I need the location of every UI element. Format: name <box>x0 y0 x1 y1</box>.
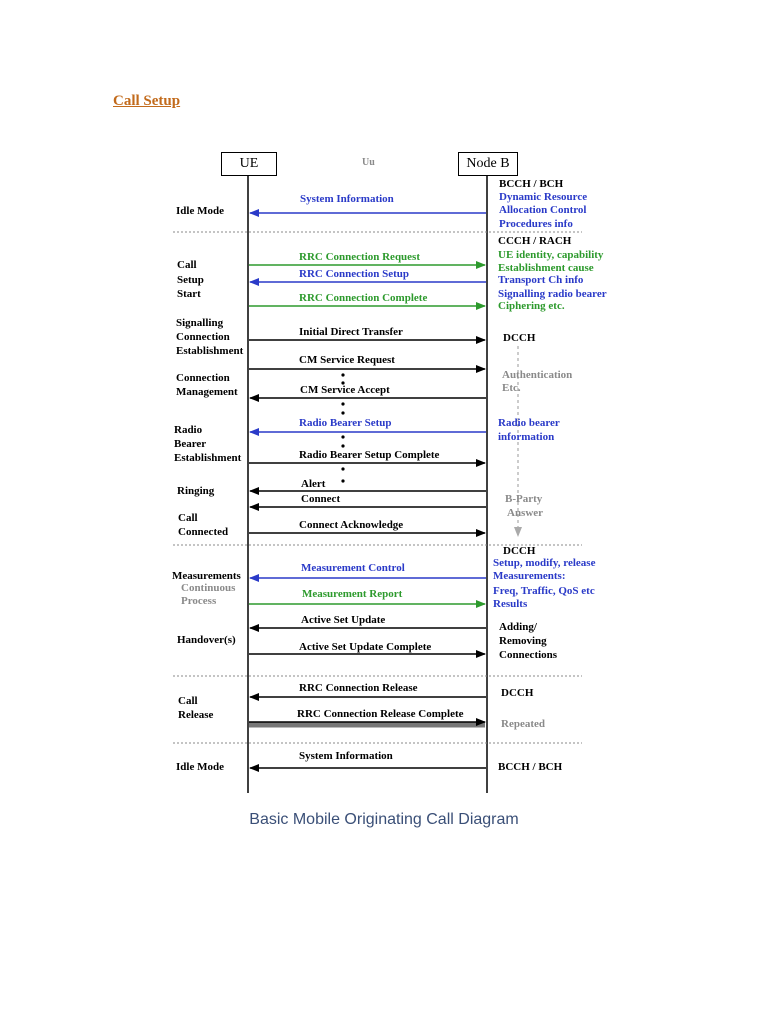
note-dynamic-resource-2: Allocation Control <box>499 204 587 216</box>
note-measurements-1: Measurements: <box>493 570 566 582</box>
note-radio-bearer-info-1: Radio bearer <box>498 417 560 429</box>
msg-rrc-connection-setup: RRC Connection Setup <box>299 268 410 280</box>
msg-rrc-connection-release: RRC Connection Release <box>299 682 418 694</box>
note-ccch-rach: CCCH / RACH <box>498 235 572 247</box>
node-b-entity-box: Node B <box>458 152 518 176</box>
phase-measurements: Measurements <box>172 570 241 582</box>
note-transport-ch: Transport Ch info <box>498 274 584 286</box>
dot <box>341 402 344 405</box>
msg-measurement-control: Measurement Control <box>301 562 405 574</box>
msg-initial-direct-transfer: Initial Direct Transfer <box>299 326 403 338</box>
note-adding-1: Adding/ <box>499 621 537 633</box>
msg-system-information-1: System Information <box>300 193 394 205</box>
interface-label: Uu <box>362 157 375 168</box>
phase-radio-bearer-1: Radio <box>174 424 203 436</box>
diagram-caption: Basic Mobile Originating Call Diagram <box>249 811 519 828</box>
phase-call-release-1: Call <box>178 695 198 707</box>
dot <box>341 444 344 447</box>
note-radio-bearer-info-2: information <box>498 431 555 443</box>
note-ue-identity-2: Establishment cause <box>498 262 594 274</box>
note-adding-2: Removing <box>499 635 547 647</box>
dot <box>341 435 344 438</box>
phase-call-connected-2: Connected <box>178 526 229 538</box>
msg-rrc-connection-complete: RRC Connection Complete <box>299 292 428 304</box>
phase-call-connected-1: Call <box>178 512 198 524</box>
msg-connect: Connect <box>301 493 341 505</box>
phase-signalling-2: Connection <box>176 331 230 343</box>
phase-radio-bearer-3: Establishment <box>174 452 242 464</box>
phase-handover: Handover(s) <box>177 634 236 646</box>
msg-active-set-update: Active Set Update <box>301 614 386 626</box>
phase-call-setup-start-1: Call <box>177 259 197 271</box>
phase-continuous-2: Process <box>181 595 217 607</box>
note-authentication-1: Authentication <box>502 369 573 381</box>
msg-cm-service-accept: CM Service Accept <box>300 384 390 396</box>
note-measurements-2: Freq, Traffic, QoS etc <box>493 585 595 597</box>
msg-rrc-connection-release-complete: RRC Connection Release Complete <box>297 708 464 720</box>
note-dynamic-resource-3: Procedures info <box>499 218 573 230</box>
msg-system-information-2: System Information <box>299 750 393 762</box>
msg-rrc-connection-request: RRC Connection Request <box>299 251 420 263</box>
note-repeated: Repeated <box>501 718 545 730</box>
phase-idle-mode-1: Idle Mode <box>176 205 224 217</box>
note-setup-modify: Setup, modify, release <box>493 557 596 569</box>
dot <box>341 373 344 376</box>
msg-radio-bearer-setup: Radio Bearer Setup <box>299 417 392 429</box>
dot <box>341 411 344 414</box>
note-authentication-2: Etc. <box>502 382 521 394</box>
msg-measurement-report: Measurement Report <box>302 588 403 600</box>
phase-idle-mode-2: Idle Mode <box>176 761 224 773</box>
msg-radio-bearer-setup-complete: Radio Bearer Setup Complete <box>299 449 440 461</box>
phase-call-release-2: Release <box>178 709 214 721</box>
dot <box>341 479 344 482</box>
phase-call-setup-start-2: Setup <box>177 274 204 286</box>
note-dcch-3: DCCH <box>501 687 534 699</box>
ue-entity-box: UE <box>221 152 277 176</box>
msg-alert: Alert <box>301 478 326 490</box>
note-bcch-bch-2: BCCH / BCH <box>498 761 563 773</box>
note-adding-3: Connections <box>499 649 558 661</box>
msg-cm-service-request: CM Service Request <box>299 354 395 366</box>
phase-continuous-1: Continuous <box>181 582 236 594</box>
msg-connect-acknowledge: Connect Acknowledge <box>299 519 404 531</box>
phase-signalling-1: Signalling <box>176 317 224 329</box>
phase-radio-bearer-2: Bearer <box>174 438 207 450</box>
note-b-party-2: Answer <box>507 507 544 519</box>
note-dynamic-resource-1: Dynamic Resource <box>499 191 588 203</box>
phase-ringing: Ringing <box>177 485 215 497</box>
note-ciphering: Ciphering etc. <box>498 300 565 312</box>
msg-active-set-update-complete: Active Set Update Complete <box>299 641 432 653</box>
phase-connection-management-1: Connection <box>176 372 230 384</box>
phase-call-setup-start-3: Start <box>177 288 201 300</box>
phase-signalling-3: Establishment <box>176 345 244 357</box>
note-measurements-3: Results <box>493 598 528 610</box>
note-ue-identity-1: UE identity, capability <box>498 249 604 261</box>
note-dcch-1: DCCH <box>503 332 536 344</box>
phase-connection-management-2: Management <box>176 386 238 398</box>
note-b-party-1: B-Party <box>505 493 543 505</box>
note-bcch-bch-1: BCCH / BCH <box>499 178 564 190</box>
page-title[interactable]: Call Setup <box>113 93 181 109</box>
dot <box>341 467 344 470</box>
note-dcch-2: DCCH <box>503 545 536 557</box>
note-signalling-radio-bearer: Signalling radio bearer <box>498 288 607 300</box>
